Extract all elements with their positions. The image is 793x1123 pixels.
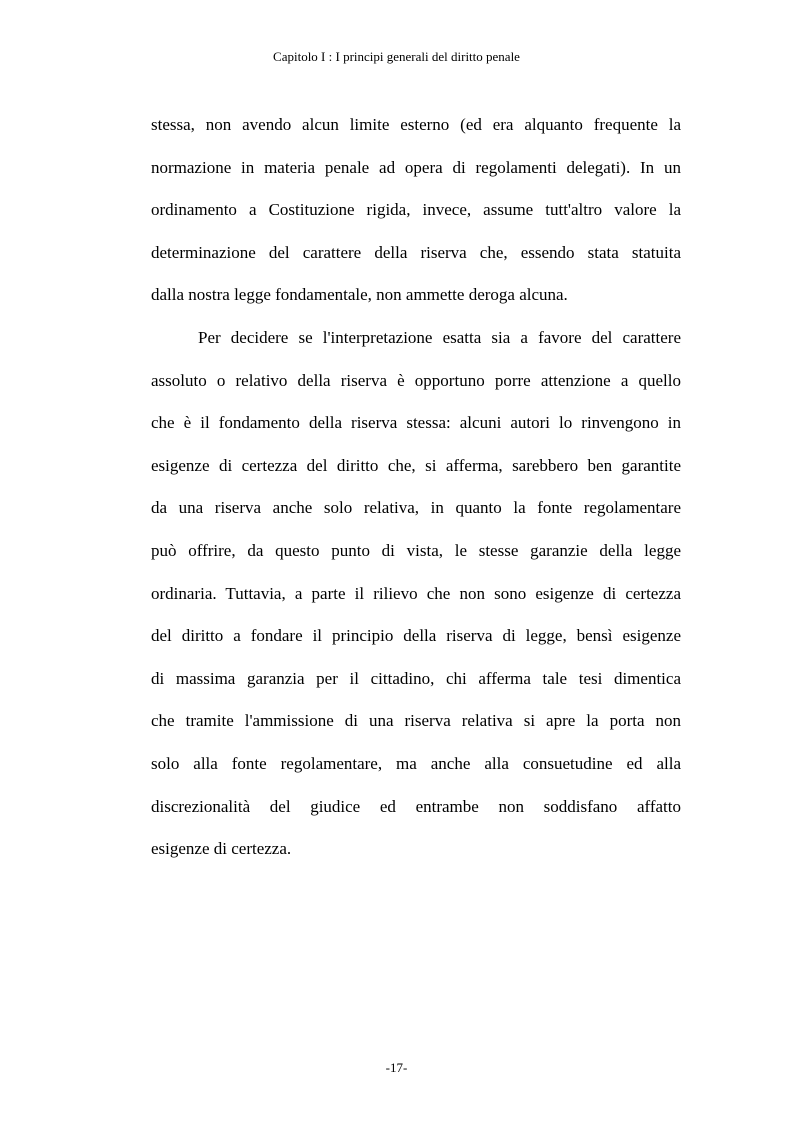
page-number: -17-: [385, 1060, 408, 1075]
text-line: esigenze di certezza del diritto che, si afferma, sarebbero ben garantite: [151, 455, 681, 475]
text-line: di massima garanzia per il cittadino, chi afferma tale tesi dimentica: [151, 668, 681, 688]
text-line: discrezionalità del giudice ed entrambe non soddisfano affatto: [151, 796, 681, 816]
paragraph: [151, 104, 681, 317]
text-line: dalla nostra legge fondamentale, non ammette deroga alcuna.: [151, 285, 568, 305]
text-line: ordinamento a Costituzione rigida, invece, assume tutt'altro valore la: [151, 200, 681, 220]
text-line: determinazione del carattere della riserva che, essendo stata statuita: [151, 242, 681, 262]
text-line: del diritto a fondare il principio della riserva di legge, bensì esigenze: [151, 626, 681, 646]
text-line: da una riserva anche solo relativa, in quanto la fonte regolamentare: [151, 498, 681, 518]
text-line: può offrire, da questo punto di vista, le stesse garanzie della legge: [151, 540, 681, 560]
text-line: assoluto o relativo della riserva è opportuno porre attenzione a quello: [151, 370, 681, 390]
text-line: solo alla fonte regolamentare, ma anche alla consuetudine ed alla: [151, 753, 681, 773]
paragraph: [151, 317, 681, 871]
text-line: Per decidere se l'interpretazione esatta sia a favore del carattere: [198, 327, 681, 347]
body-text: [151, 104, 681, 871]
text-line: che tramite l'ammissione di una riserva relativa si apre la porta non: [151, 711, 681, 731]
text-line: stessa, non avendo alcun limite esterno (ed era alquanto frequente la: [151, 115, 681, 134]
text-line: ordinaria. Tuttavia, a parte il rilievo che non sono esigenze di certezza: [151, 583, 681, 603]
text-line: normazione in materia penale ad opera di regolamenti delegati). In un: [151, 157, 681, 177]
running-header: Capitolo I : I principi generali del diritto penale: [273, 49, 520, 64]
text-line: esigenze di certezza.: [151, 839, 292, 859]
text-line: che è il fondamento della riserva stessa: alcuni autori lo rinvengono in: [151, 413, 681, 433]
